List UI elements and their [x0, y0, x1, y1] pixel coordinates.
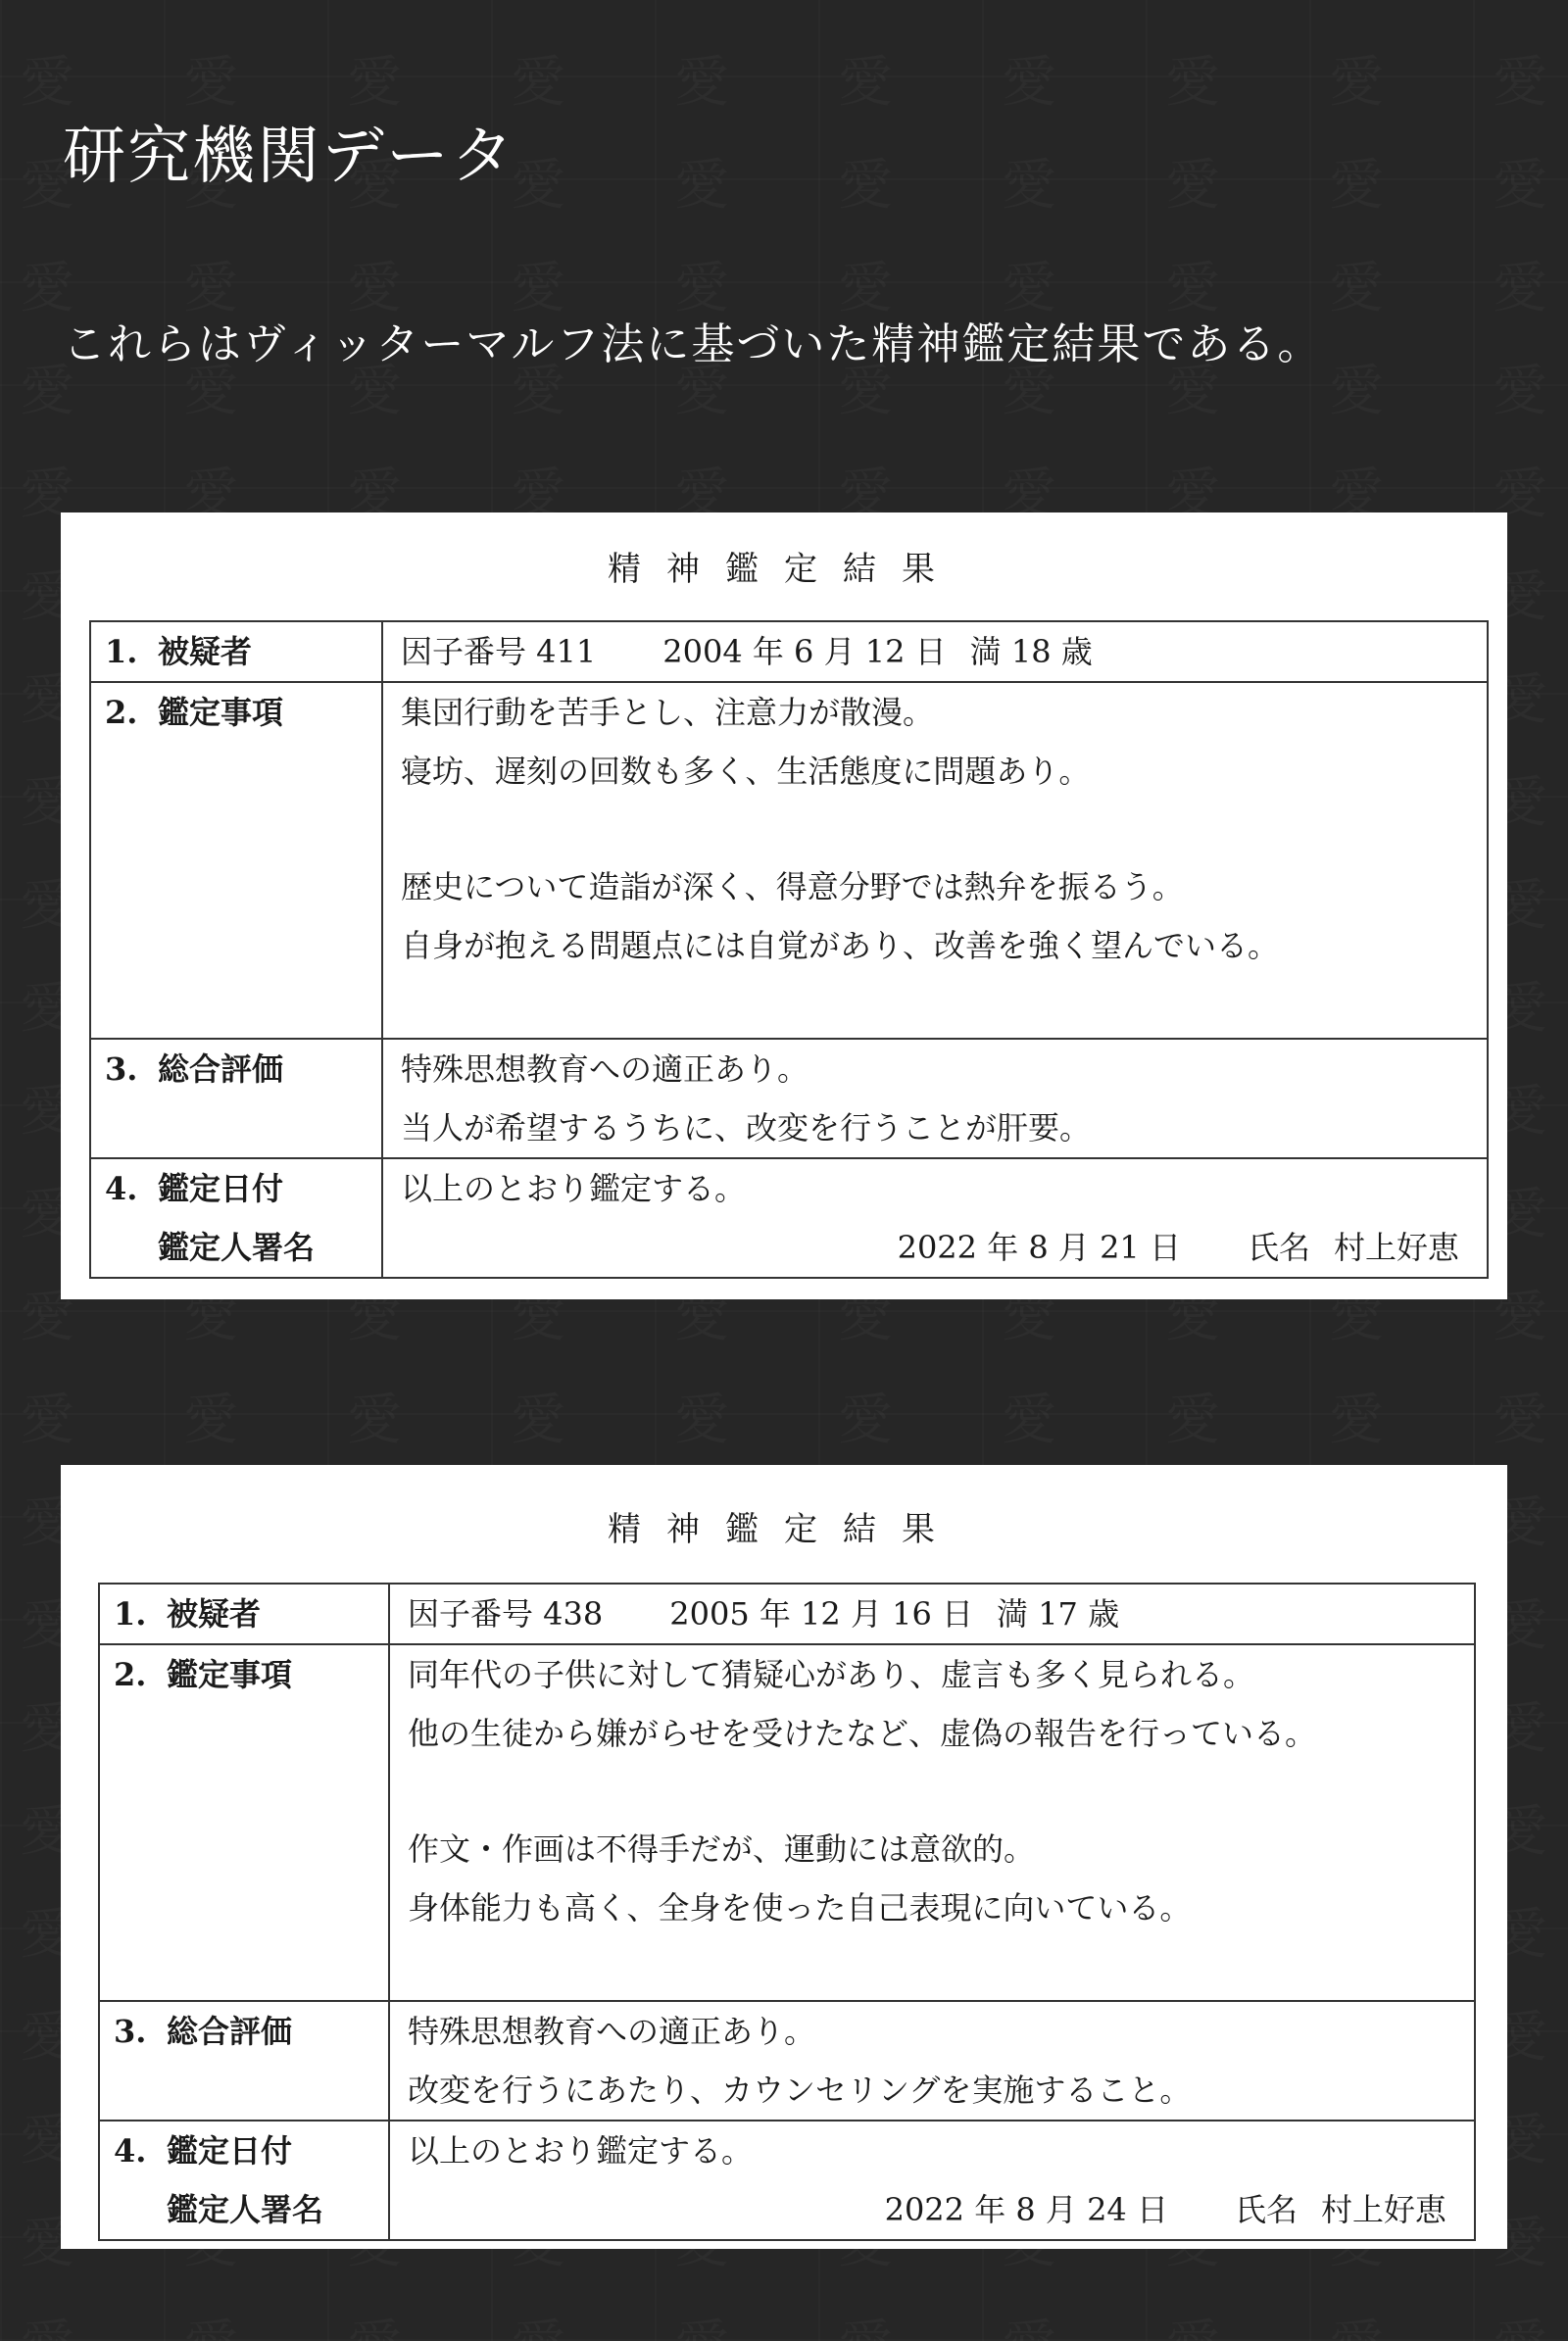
watermark-glyph	[1329, 245, 1384, 323]
text-line: 特殊思想教育への適正あり。	[401, 1050, 809, 1088]
appraisal-date: 2022 年 8 月 21 日	[897, 1229, 1181, 1266]
row-label-text: 鑑定日付	[167, 2132, 293, 2170]
table-row-date	[90, 1158, 1488, 1278]
watermark-glyph	[1165, 2303, 1220, 2341]
statement: 以上のとおり鑑定する。	[401, 1170, 747, 1207]
row-label-text: 被疑者	[158, 633, 253, 670]
row-label	[99, 1584, 389, 1644]
row-number: 4.	[105, 1170, 138, 1207]
row-label	[99, 1644, 389, 2001]
watermark-glyph	[347, 2303, 402, 2341]
table-row-evaluation	[99, 2001, 1475, 2121]
name-label: 氏名	[1234, 2191, 1298, 2228]
watermark-glyph	[347, 39, 402, 118]
table-row-evaluation	[90, 1039, 1488, 1158]
watermark-glyph	[183, 245, 238, 323]
row-content	[382, 1158, 1488, 1278]
name-label: 氏名	[1247, 1229, 1310, 1266]
report-title: 精神鑑定結果	[608, 550, 960, 589]
watermark-glyph	[1002, 1377, 1056, 1455]
text-line: 集団行動を苦手とし、注意力が散漫。	[401, 694, 935, 731]
watermark-glyph	[511, 2303, 565, 2341]
watermark-glyph	[1165, 142, 1220, 220]
signature-line	[408, 2180, 1446, 2239]
watermark-glyph	[20, 245, 74, 323]
watermark-glyph	[20, 2303, 74, 2341]
appraiser-name: 村上好恵	[1320, 2191, 1446, 2228]
text-line: 改変を行うにあたり、カウンセリングを実施すること。	[408, 2072, 1192, 2109]
row-content	[389, 2121, 1475, 2240]
row-number: 2.	[114, 1656, 147, 1693]
text-line: 特殊思想教育への適正あり。	[408, 2013, 816, 2050]
row-label	[99, 2001, 389, 2121]
row-label-text: 総合評価	[158, 1050, 284, 1088]
statement: 以上のとおり鑑定する。	[408, 2132, 754, 2170]
table-row-matters	[99, 1644, 1475, 2001]
watermark-glyph	[838, 1377, 893, 1455]
text-line: 寝坊、遅刻の回数も多く、生活態度に問題あり。	[401, 753, 1091, 790]
row-label	[99, 2121, 389, 2240]
watermark-glyph	[183, 39, 238, 118]
row-label	[90, 1039, 382, 1158]
watermark-glyph	[511, 1377, 565, 1455]
text-line: 当人が希望するうちに、改変を行うことが肝要。	[401, 1109, 1092, 1146]
text-line: 他の生徒から嫌がらせを受けたなど、虚偽の報告を行っている。	[408, 1715, 1317, 1752]
row-content	[382, 621, 1488, 682]
row-number: 3.	[105, 1050, 138, 1088]
row-label-text: 鑑定事項	[167, 1656, 293, 1693]
watermark-glyph	[1329, 2303, 1384, 2341]
row-label-text: 総合評価	[167, 2013, 293, 2050]
watermark-glyph	[1493, 2303, 1547, 2341]
row-label-text: 被疑者	[167, 1595, 262, 1633]
watermark-glyph	[1329, 348, 1384, 426]
watermark-glyph	[838, 245, 893, 323]
table-row-suspect	[99, 1584, 1475, 1644]
watermark-glyph	[1002, 39, 1056, 118]
watermark-glyph	[1002, 2303, 1056, 2341]
watermark-glyph	[838, 142, 893, 220]
watermark-glyph	[1329, 142, 1384, 220]
age: 満 17 歳	[997, 1595, 1120, 1633]
watermark-glyph	[20, 1377, 74, 1455]
page-title: 研究機関データ	[63, 121, 515, 193]
watermark-glyph	[1165, 1377, 1220, 1455]
watermark-glyph	[674, 1377, 729, 1455]
report-card-2	[61, 1465, 1507, 2249]
page-intro: これらはヴィッターマルフ法に基づいた精神鑑定結果である。	[63, 319, 1323, 369]
row-number: 1.	[114, 1595, 147, 1633]
row-label-text: 鑑定日付	[158, 1170, 284, 1207]
text-line: 作文・作画は不得手だが、運動には意欲的。	[408, 1830, 1036, 1868]
watermark-glyph	[1002, 245, 1056, 323]
row-label	[90, 1158, 382, 1278]
row-content	[382, 1039, 1488, 1158]
row-number: 1.	[105, 633, 138, 670]
watermark-glyph	[674, 142, 729, 220]
watermark-glyph	[347, 1377, 402, 1455]
watermark-glyph	[183, 1377, 238, 1455]
watermark-glyph	[1329, 1377, 1384, 1455]
row-number: 2.	[105, 694, 138, 731]
watermark-glyph	[1165, 39, 1220, 118]
watermark-glyph	[1493, 245, 1547, 323]
row-label-text: 鑑定事項	[158, 694, 284, 731]
text-line: 身体能力も高く、全身を使った自己表現に向いている。	[408, 1889, 1192, 1926]
age: 満 18 歳	[969, 633, 1093, 670]
watermark-glyph	[1165, 245, 1220, 323]
appraiser-name: 村上好恵	[1333, 1229, 1459, 1266]
table-row-date	[99, 2121, 1475, 2240]
appraisal-date: 2022 年 8 月 24 日	[884, 2191, 1168, 2228]
watermark-glyph	[511, 142, 565, 220]
row-label-text-2: 鑑定人署名	[158, 1229, 316, 1266]
birth-date: 2005 年 12 月 16 日	[669, 1595, 974, 1633]
factor-id: 因子番号 438	[408, 1595, 604, 1633]
text-line: 同年代の子供に対して猜疑心があり、虚言も多く見られる。	[408, 1656, 1255, 1693]
watermark-glyph	[183, 2303, 238, 2341]
table-row-matters	[90, 682, 1488, 1039]
signature-line	[401, 1218, 1459, 1277]
text-line: 自身が抱える問題点には自覚があり、改善を強く望んでいる。	[401, 927, 1280, 964]
row-number: 4.	[114, 2132, 147, 2170]
birth-date: 2004 年 6 月 12 日	[662, 633, 947, 670]
text-line: 歴史について造詣が深く、得意分野では熱弁を振るう。	[401, 868, 1184, 905]
row-label	[90, 682, 382, 1039]
watermark-glyph	[1493, 1377, 1547, 1455]
watermark-glyph	[674, 2303, 729, 2341]
watermark-glyph	[674, 245, 729, 323]
watermark-glyph	[838, 2303, 893, 2341]
row-number: 3.	[114, 2013, 147, 2050]
report-table	[98, 1583, 1476, 2241]
watermark-glyph	[1493, 39, 1547, 118]
watermark-glyph	[1493, 348, 1547, 426]
watermark-glyph	[1493, 142, 1547, 220]
factor-id: 因子番号 411	[401, 633, 597, 670]
watermark-glyph	[511, 245, 565, 323]
watermark-glyph	[1329, 39, 1384, 118]
row-content	[389, 2001, 1475, 2121]
row-content	[382, 682, 1488, 1039]
report-card-1	[61, 512, 1507, 1299]
watermark-glyph	[20, 39, 74, 118]
row-label	[90, 621, 382, 682]
watermark-glyph	[511, 39, 565, 118]
watermark-glyph	[1002, 142, 1056, 220]
watermark-glyph	[838, 39, 893, 118]
row-content	[389, 1584, 1475, 1644]
table-row-suspect	[90, 621, 1488, 682]
watermark-glyph	[674, 39, 729, 118]
row-label-text-2: 鑑定人署名	[167, 2191, 324, 2228]
row-content	[389, 1644, 1475, 2001]
watermark-glyph	[347, 245, 402, 323]
report-title: 精神鑑定結果	[608, 1510, 960, 1549]
report-table	[89, 620, 1489, 1279]
